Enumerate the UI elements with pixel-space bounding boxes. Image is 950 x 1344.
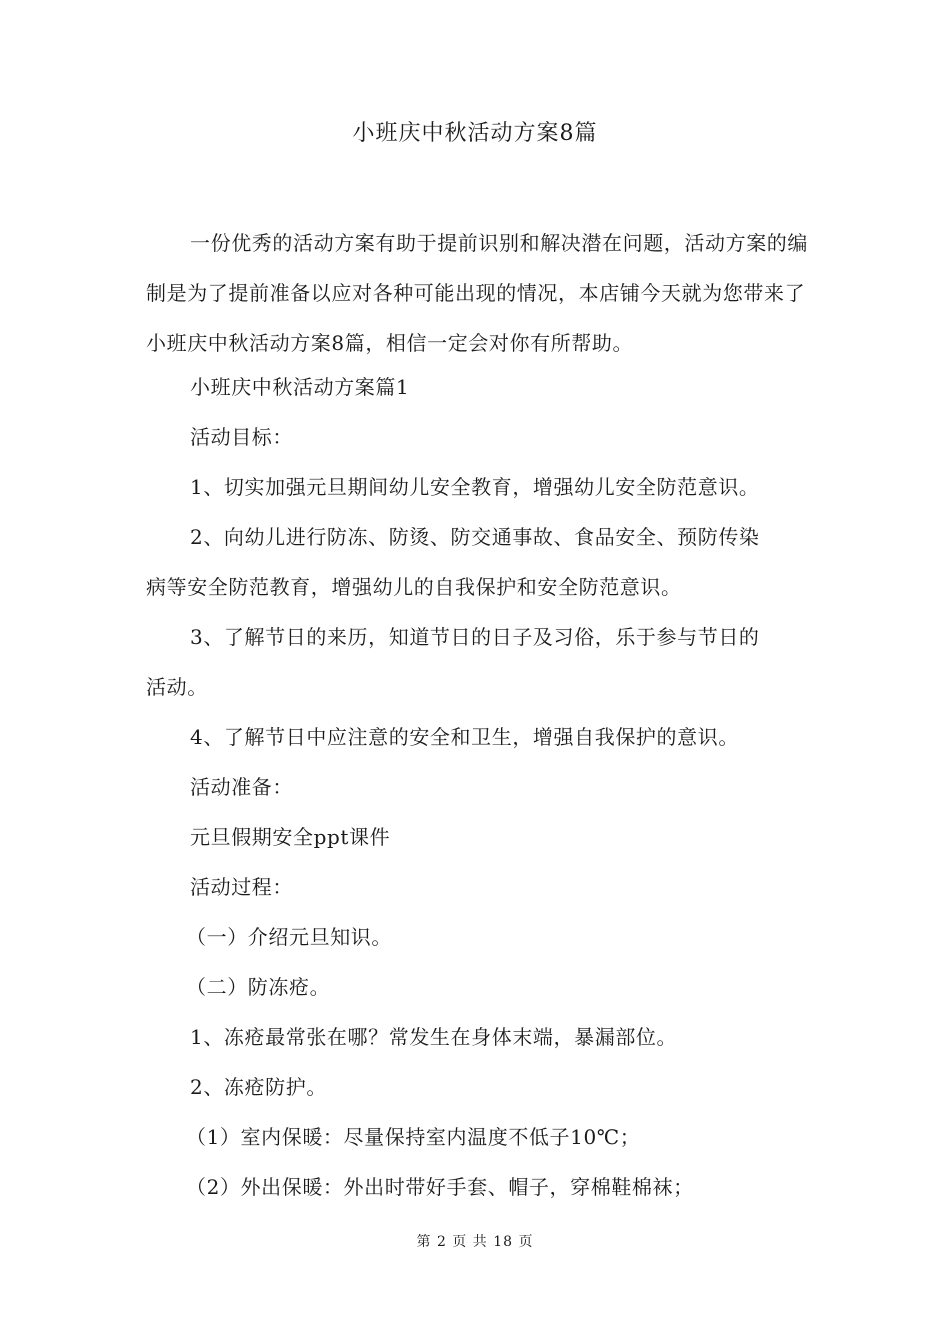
goal-item-3-line-1: 3、了解节日的来历，知道节日的日子及习俗，乐于参与节日的 — [190, 625, 760, 649]
goal-item-4: 4、了解节日中应注意的安全和卫生，增强自我保护的意识。 — [190, 725, 739, 749]
warmth-item-1: （1）室内保暖：尽量保持室内温度不低子10℃； — [186, 1125, 641, 1149]
page-number: 第 2 页 共 18 页 — [416, 1234, 534, 1250]
frostbite-item-1: 1、冻疮最常张在哪？常发生在身体末端，暴漏部位。 — [190, 1025, 678, 1049]
goal-item-2-line-1: 2、向幼儿进行防冻、防烫、防交通事故、食品安全、预防传染 — [190, 525, 760, 549]
goal-heading: 活动目标： — [190, 425, 293, 449]
process-heading: 活动过程： — [190, 875, 293, 899]
section-heading: 小班庆中秋活动方案篇1 — [190, 375, 410, 399]
warmth-item-2: （2）外出保暖：外出时带好手套、帽子，穿棉鞋棉袜； — [186, 1175, 694, 1199]
process-step-1: （一）介绍元旦知识。 — [186, 925, 392, 949]
prep-heading: 活动准备： — [190, 775, 293, 799]
goal-item-1: 1、切实加强元旦期间幼儿安全教育，增强幼儿安全防范意识。 — [190, 475, 760, 499]
intro-paragraph: 一份优秀的活动方案有助于提前识别和解决潜在问题，活动方案的编制是为了提前准备以应对各种可能出现的情况，本店铺今天就为您带来了小班庆中秋活动方案8篇，相信一定会对你有所帮助。 — [146, 231, 808, 355]
goal-item-3-line-2: 活动。 — [146, 675, 208, 699]
process-step-2: （二）防冻疮。 — [186, 975, 331, 999]
goal-item-2-line-2: 病等安全防范教育，增强幼儿的自我保护和安全防范意识。 — [146, 575, 682, 599]
frostbite-item-2: 2、冻疮防护。 — [190, 1075, 327, 1099]
document-title: 小班庆中秋活动方案8篇 — [352, 121, 598, 146]
prep-item: 元旦假期安全ppt课件 — [190, 825, 391, 849]
